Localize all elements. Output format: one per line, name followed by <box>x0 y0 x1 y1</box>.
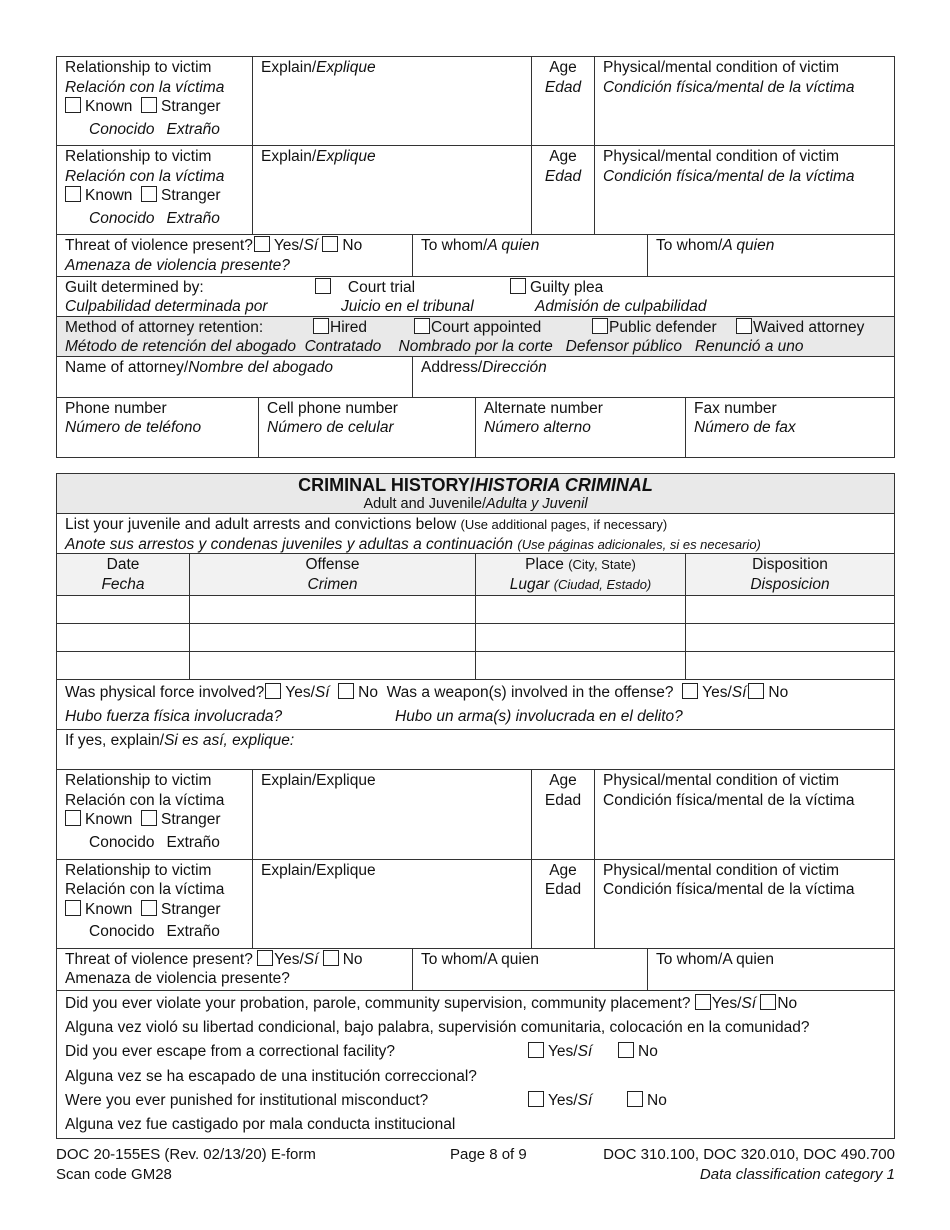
relationship-label: Relationship to victim <box>65 148 212 165</box>
escape-no-checkbox[interactable] <box>618 1042 634 1058</box>
hired-checkbox[interactable] <box>313 318 329 334</box>
stranger-checkbox[interactable] <box>141 97 157 113</box>
table-row <box>57 596 895 624</box>
misconduct-no-checkbox[interactable] <box>627 1091 643 1107</box>
guilty-plea-checkbox[interactable] <box>510 278 526 294</box>
explain-field[interactable]: Explain/Explique <box>253 770 532 859</box>
criminal-history-block <box>56 473 895 1139</box>
disposition-cell[interactable] <box>686 652 895 680</box>
attorney-address-field[interactable]: Address/Dirección <box>413 357 895 397</box>
doc-references: DOC 310.100, DOC 320.010, DOC 490.700 <box>603 1146 895 1163</box>
condition-field[interactable]: Physical/mental condition of victim Condición física/mental de la víctima <box>595 770 895 859</box>
known-checkbox[interactable] <box>65 810 81 826</box>
waived-attorney-checkbox[interactable] <box>736 318 752 334</box>
fax-number-field[interactable]: Fax number Número de fax <box>686 398 895 458</box>
instructions: List your juvenile and adult arrests and convictions below (Use additional pages, if necessary) Anote sus arrestos y condenas juveniles y adultas a continuación (Use páginas adicionales, si es necesario) <box>56 514 895 554</box>
threat-yes-checkbox[interactable] <box>257 950 273 966</box>
threat-no-checkbox[interactable] <box>323 950 339 966</box>
threat-no-checkbox[interactable] <box>322 236 338 252</box>
threat-table-2: Threat of violence present? Yes/Sí No Amenaza de violencia presente? To whom/A quien To whom/A quien <box>56 949 895 991</box>
scan-code: Scan code GM28 <box>56 1166 172 1183</box>
place-cell[interactable] <box>476 652 686 680</box>
place-cell[interactable] <box>476 596 686 624</box>
attorney-method-row: Method of attorney retention: Hired Court appointed Public defender Waived attorney Método de retención del abogado Contratado Nombrado por la corte Defensor público Renunció a uno <box>56 317 895 357</box>
to-whom-field[interactable]: To whom/A quien <box>413 235 648 277</box>
known-checkbox[interactable] <box>65 97 81 113</box>
age-field[interactable]: Age Edad <box>532 146 595 235</box>
form-number: DOC 20-155ES (Rev. 02/13/20) E-form <box>56 1146 316 1163</box>
threat-yes-checkbox[interactable] <box>254 236 270 252</box>
to-whom-field[interactable]: To whom/A quien <box>413 949 648 991</box>
explain-field[interactable]: Explain/Explique <box>253 859 532 948</box>
explain-field[interactable]: Explain/Explique <box>253 146 532 235</box>
column-header: Place (City, State) Lugar (Ciudad, Estado) <box>476 554 686 596</box>
known-checkbox[interactable] <box>65 186 81 202</box>
victim-row: Relationship to victim Relación con la víctima Known Stranger Conocido Extraño Explain/Explique Age Edad Physical/mental condition of victim Condición física/mental de la víctima <box>57 146 895 235</box>
court-appointed-checkbox[interactable] <box>414 318 430 334</box>
date-cell[interactable] <box>57 596 190 624</box>
attorney-name-table <box>56 357 895 398</box>
relationship-label: Relationship to victim <box>65 772 212 789</box>
criminal-history-header: CRIMINAL HISTORY/HISTORIA CRIMINAL Adult and Juvenile/Adulta y Juvenil <box>56 473 895 514</box>
phone-field[interactable]: Phone number Número de teléfono <box>57 398 259 458</box>
condition-field[interactable]: Physical/mental condition of victim Condición física/mental de la víctima <box>595 146 895 235</box>
explain-field[interactable]: Explain/Explique <box>253 57 532 146</box>
table-row <box>57 624 895 652</box>
offense-cell[interactable] <box>190 652 476 680</box>
misconduct-yes-checkbox[interactable] <box>528 1091 544 1107</box>
force-yes-checkbox[interactable] <box>265 683 281 699</box>
force-weapon-row: Was physical force involved? Yes/Sí No Was a weapon(s) involved in the offense? Yes/Sí No Hubo fuerza física involucrada? Hubo un arma(s) involucrada en el delito? <box>56 680 895 730</box>
relationship-label: Relationship to victim <box>65 861 212 879</box>
weapon-no-checkbox[interactable] <box>748 683 764 699</box>
violation-no-checkbox[interactable] <box>760 994 776 1010</box>
offense-details-block <box>56 56 895 458</box>
column-header: Offense Crimen <box>190 554 476 596</box>
to-whom-field[interactable]: To whom/A quien <box>648 235 895 277</box>
age-field[interactable]: Age Edad <box>532 770 595 859</box>
relationship-label: Relationship to victim <box>65 59 212 76</box>
arrests-table <box>56 554 895 680</box>
stranger-checkbox[interactable] <box>141 186 157 202</box>
phone-table <box>56 398 895 459</box>
stranger-checkbox[interactable] <box>141 900 157 916</box>
threat-table: Threat of violence present? Yes/Sí No Amenaza de violencia presente? To whom/A quien To whom/A quien <box>56 235 895 277</box>
page-number: Page 8 of 9 <box>450 1146 527 1163</box>
victim-table <box>56 56 895 235</box>
victim-row: Relationship to victim Relación con la víctima Known Stranger Conocido Extraño Explain/Explique Age Edad Physical/mental condition of victim Condición física/mental de la víctima <box>57 57 895 146</box>
victim-table-2 <box>56 770 895 949</box>
violation-yes-checkbox[interactable] <box>695 994 711 1010</box>
alternate-number-field[interactable]: Alternate number Número alterno <box>476 398 686 458</box>
known-checkbox[interactable] <box>65 900 81 916</box>
condition-field[interactable]: Physical/mental condition of victim Condición física/mental de la víctima <box>595 57 895 146</box>
date-cell[interactable] <box>57 652 190 680</box>
column-header: Disposition Disposicion <box>686 554 895 596</box>
cell-phone-field[interactable]: Cell phone number Número de celular <box>259 398 476 458</box>
age-field[interactable]: Age Edad <box>532 859 595 948</box>
attorney-name-field[interactable]: Name of attorney/Nombre del abogado <box>57 357 413 397</box>
place-cell[interactable] <box>476 624 686 652</box>
table-row <box>57 652 895 680</box>
victim-row: Relationship to victim Relación con la víctima Known Stranger Conocido Extraño Explain/Explique Age Edad Physical/mental condition of victim Condición física/mental de la víctima <box>57 770 895 859</box>
offense-cell[interactable] <box>190 624 476 652</box>
misconduct-questions: Did you ever violate your probation, parole, community supervision, community placement? Yes/Sí No Alguna vez violó su libertad condicional, bajo palabra, supervisión comunitaria, colocación en la comunidad? Did you ever escape from a correctional facility? Yes/Sí No Alguna vez se ha escapado de una institución correccional? Were you ever punished for institutional misconduct? Yes/Sí No Alguna vez fue castigado por mala conducta institucional <box>56 991 895 1139</box>
data-classification: Data classification category 1 <box>699 1166 895 1183</box>
column-header: Date Fecha <box>57 554 190 596</box>
explain-field[interactable]: If yes, explain/Si es así, explique: <box>56 730 895 770</box>
date-cell[interactable] <box>57 624 190 652</box>
disposition-cell[interactable] <box>686 624 895 652</box>
court-trial-checkbox[interactable] <box>315 278 331 294</box>
guilt-row: Guilt determined by: Court trial Guilty plea Culpabilidad determinada por Juicio en el tribunal Admisión de culpabilidad <box>56 277 895 317</box>
disposition-cell[interactable] <box>686 596 895 624</box>
public-defender-checkbox[interactable] <box>592 318 608 334</box>
weapon-yes-checkbox[interactable] <box>682 683 698 699</box>
condition-field[interactable]: Physical/mental condition of victim Condición física/mental de la víctima <box>595 859 895 948</box>
victim-row: Relationship to victim Relación con la víctima Known Stranger Conocido Extraño Explain/Explique Age Edad Physical/mental condition of victim Condición física/mental de la víctima <box>57 859 895 948</box>
table-header-row <box>57 554 895 596</box>
offense-cell[interactable] <box>190 596 476 624</box>
force-no-checkbox[interactable] <box>338 683 354 699</box>
section-title: CRIMINAL HISTORY/ <box>298 475 475 495</box>
escape-yes-checkbox[interactable] <box>528 1042 544 1058</box>
age-field[interactable]: Age Edad <box>532 57 595 146</box>
to-whom-field[interactable]: To whom/A quien <box>648 949 895 991</box>
stranger-checkbox[interactable] <box>141 810 157 826</box>
